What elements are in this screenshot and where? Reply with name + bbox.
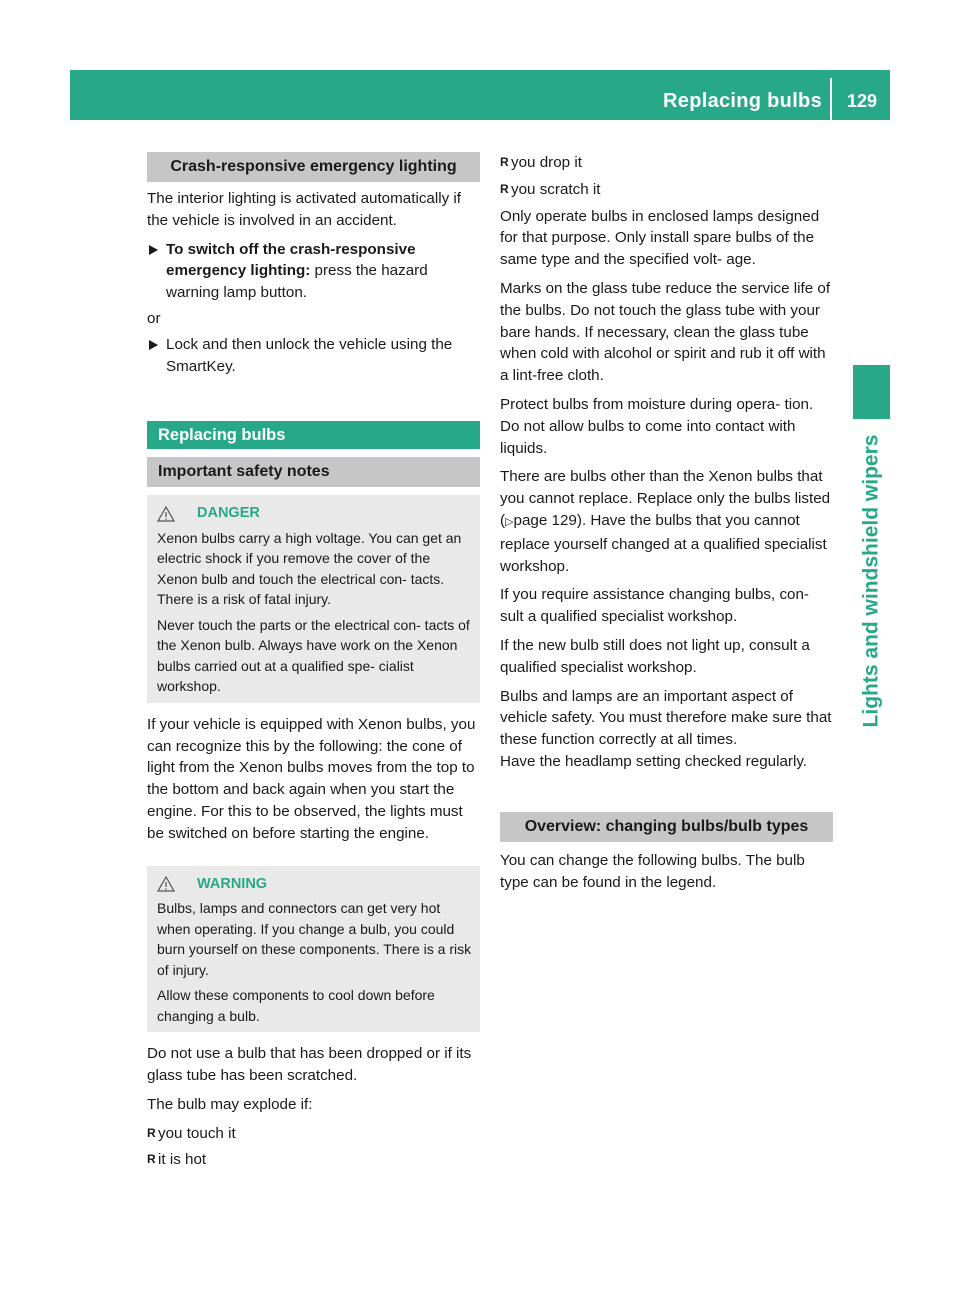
list-item [147,1149,480,1171]
danger-box [147,495,480,703]
dropped-paragraph: Do not use a bulb that has been dropped or if its glass tube has been scratched. [147,1045,472,1084]
xenon-paragraph: If your vehicle is equipped with Xenon bulbs, you can recognize this by the following: the cone of light from the Xenon bulbs moves from the top to the bottom and back again when you start the engine. For this to be observed, the lights must be switched on before starting the engine. [147,715,476,842]
marks-paragraph: Marks on the glass tube reduce the service life of the bulbs. Do not touch the glass tube with your bare hands. If necessary, clean the glass tube when cold with alcohol or spirit and rub it off with a lint-free cloth. [500,279,831,385]
bullet-marker: R [500,181,509,196]
overview-heading: Overview: changing bulbs/bulb types [500,812,833,842]
danger-header [157,503,472,524]
replace-paragraph [500,466,833,577]
chapter-label [853,422,890,740]
chapter-label-text: Lights and windshield wipers [859,434,883,728]
section-heading: Replacing bulbs [147,421,480,449]
safety-paragraph: Bulbs and lamps are an important aspect of vehicle safety. You must therefore make sure that these function correctly at all times. [500,687,832,749]
left-column [147,152,480,1176]
warning-text-2: Allow these components to cool down before changing a bulb. [157,987,435,1024]
warning-box [147,866,480,1033]
action-arrow-icon [149,340,158,350]
assist-paragraph: If you require assistance changing bulbs, con- sult a qualified specialist workshop. [500,586,809,626]
danger-text-1: Xenon bulbs carry a high voltage. You can get an electric shock if you remove the cover of the Xenon bulb and touch the electrical con- tacts. There is a risk of fatal injury. [157,529,462,608]
switch-off-step [147,239,480,304]
list-item [147,1123,480,1145]
replace-text-a: There are bulbs other than the Xenon bulbs that you cannot replace. Replace only the bulbs listed ( [500,468,831,529]
right-column [500,152,833,900]
list-item [500,179,833,201]
lock-unlock-step [147,334,480,378]
or-text: or [147,309,161,327]
danger-label: DANGER [197,505,260,522]
list-item-text: you touch it [158,1124,236,1142]
list-item-text: you scratch it [511,180,601,198]
list-item-text: it is hot [158,1151,207,1169]
crash-intro: The interior lighting is activated automatically if the vehicle is involved in an accident. [147,190,462,229]
safety-heading: Important safety notes [147,457,480,487]
danger-text-2: Never touch the parts or the electrical con- tacts of the Xenon bulb. Always have work on the Xenon bulbs carried out at a qualified spe- cialist workshop. [157,616,470,695]
header-title: Replacing bulbs [663,90,822,112]
explode-intro: The bulb may explode if: [147,1095,313,1113]
bullet-marker: R [147,1152,156,1167]
headlamp-paragraph: Have the headlamp setting checked regularly. [500,752,808,770]
warning-text-1: Bulbs, lamps and connectors can get very hot when operating. If you change a bulb, you could burn yourself on these components. There is a risk of injury. [157,900,472,978]
new-bulb-paragraph: If the new bulb still does not light up, consult a qualified specialist workshop. [500,636,810,676]
moisture-paragraph: Protect bulbs from moisture during opera- tion. Do not allow bulbs to come into contact with liquids. [500,395,814,457]
chapter-tab [853,365,890,419]
replace-text-b: ). Have the bulbs that you cannot replace yourself changed at a qualified specialist workshop. [500,511,827,575]
warning-triangle-icon [157,506,175,522]
bullet-marker: R [500,155,509,169]
page-ref-arrow-icon: ▷ [505,515,514,528]
page-reference-link[interactable]: page 129 [513,511,577,529]
bullet-marker: R [147,1125,156,1140]
crash-heading: Crash-responsive emergency lighting [147,152,480,182]
lock-unlock-text: Lock and then unlock the vehicle using the SmartKey. [166,335,453,375]
overview-paragraph: You can change the following bulbs. The bulb type can be found in the legend. [500,851,805,891]
switch-off-rest: press the hazard warning lamp button. [166,262,428,302]
action-arrow-icon [149,245,158,255]
header-divider [830,78,832,120]
list-item [500,152,833,174]
warning-header [157,874,472,895]
page-header-bar [70,70,890,120]
switch-off-bold: To switch off the crash-responsive emergency lighting: [166,240,416,280]
list-item-text: you drop it [511,154,582,171]
warning-triangle-icon [157,876,175,892]
enclosed-paragraph: Only operate bulbs in enclosed lamps designed for that purpose. Only install spare bulbs of the same type and the specified volt- age. [500,207,820,269]
page-number: 129 [846,91,878,111]
warning-label: WARNING [197,875,268,892]
